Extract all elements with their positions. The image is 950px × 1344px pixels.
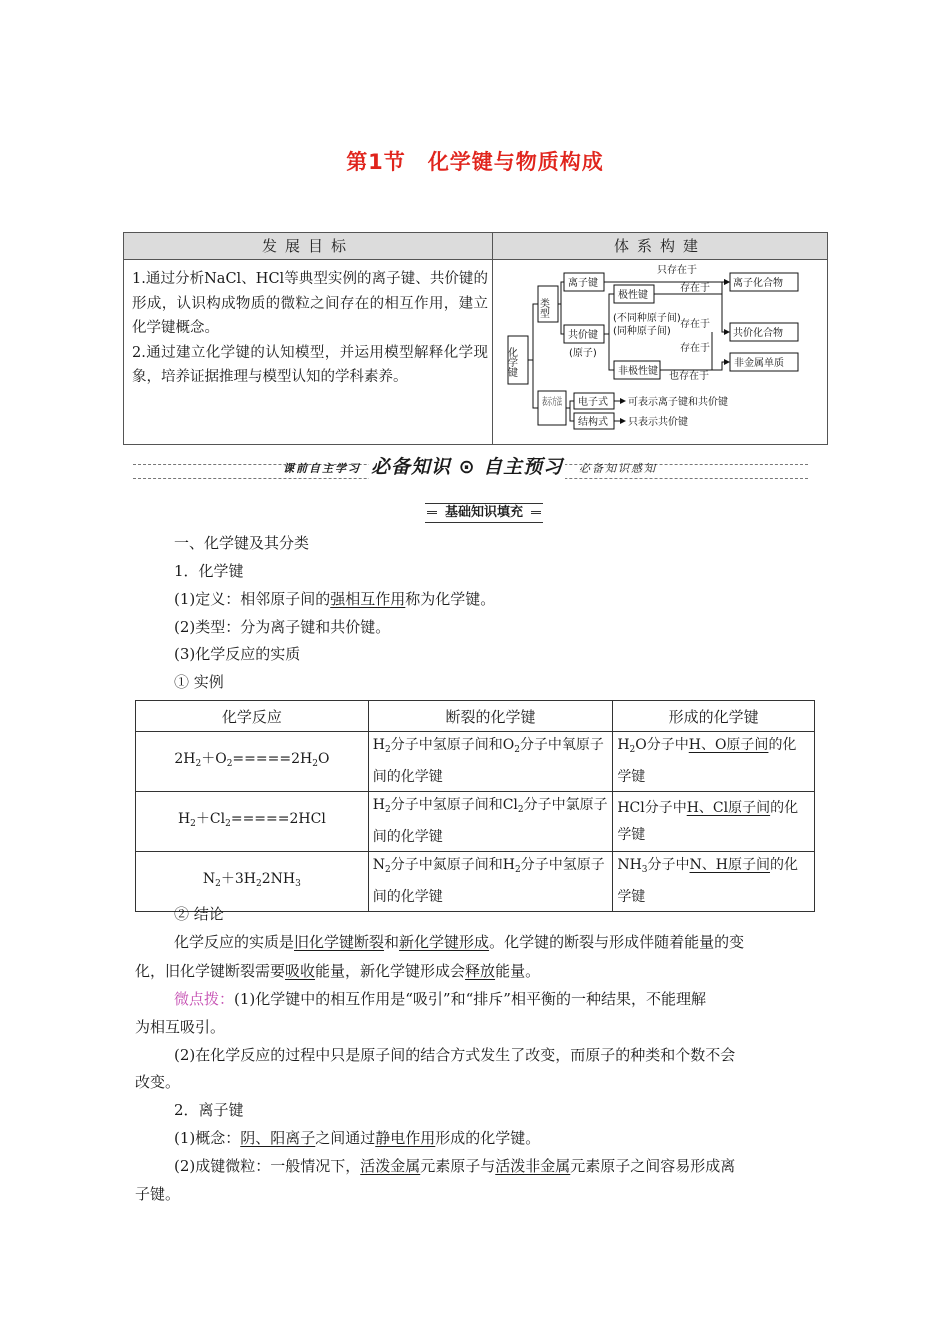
section-label: 基础知识填充 (425, 503, 543, 523)
broken-bonds: $H_2$分子中氢原子间和$Cl_2$分子中氯原子间的化学键 (368, 792, 613, 852)
goal-item-2: 2.通过建立化学键的认知模型，并运用模型解释化学现象，培养证据推理与模型认知的学科素养。 (132, 344, 488, 385)
example-line: ① 实例 (174, 673, 224, 691)
formed-bonds: $NH_3$分子中N、H原子间的化学键 (613, 852, 815, 912)
goals-header: 发展目标 (124, 233, 492, 260)
diagram-root: 化学键 (505, 347, 517, 377)
banner-right-label: 必备知识感知 (579, 462, 657, 475)
tip-line-2: 为相互吸引。 (135, 1018, 226, 1036)
tip-line-1: 微点拨：(1)化学键中的相互作用是“吸引”和“排斥”相平衡的一种结果，不能理解 (174, 990, 706, 1008)
conclusion-line-2: 化，旧化学键断裂需要吸收能量，新化学键形成会释放能量。 (135, 962, 541, 980)
diagram-ef-desc: 可表示离子键和共价键 (628, 397, 728, 408)
diagram-polar: 极性键 (618, 290, 648, 301)
diagram-electron-formula: 电子式 (578, 397, 608, 408)
banner-main-label: 必备知识 ⊙ 自主预习 (369, 452, 565, 479)
bonding-particles-line-1: (2)成键微粒：一般情况下，活泼金属元素原子与活泼非金属元素原子之间容易形成离 (174, 1157, 736, 1175)
tip-label: 微点拨： (174, 990, 235, 1008)
diagram-covalent: 共价键 (568, 330, 598, 341)
types-line: (2)类型：分为离子键和共价键。 (174, 618, 391, 636)
diagram-covalent-compound: 共价化合物 (733, 328, 783, 339)
diagram-ionic-compound: 离子化合物 (733, 278, 783, 289)
table-row (136, 792, 815, 852)
table-header-row (136, 701, 815, 732)
system-header: 体系构建 (493, 233, 827, 260)
subheading-ionic-bond: 2．离子键 (174, 1101, 244, 1119)
goal-text (132, 267, 488, 390)
heading-chemical-bond: 一、化学键及其分类 (174, 534, 310, 552)
header-broken: 断裂的化学键 (368, 701, 613, 732)
diagram-exist-in-1: 存在于 (680, 283, 710, 294)
table-row (136, 852, 815, 912)
subheading-chemical-bond: 1．化学键 (174, 562, 244, 580)
bonding-particles-line-2: 子键。 (135, 1185, 181, 1203)
definition-line: (1)定义：相邻原子间的强相互作用称为化学键。 (174, 590, 496, 608)
diagram-type: 类型 (537, 298, 549, 318)
goal-item-1: 1.通过分析NaCl、HCl等典型实例的离子键、共价键的形成，认识构成物质的微粒之间存在的相互作用，建立化学键概念。 (132, 271, 488, 336)
goals-table (123, 232, 828, 445)
tip-line-4: 改变。 (135, 1073, 181, 1091)
reaction-equation: $2H_2+O_2=====2H_2O$ (136, 732, 369, 792)
reaction-equation: $N_2+3H_22NH_3$ (136, 852, 369, 912)
section-number: 第1节 (346, 150, 406, 174)
diagram-sf-desc: 只表示共价键 (628, 417, 688, 428)
reaction-equation: $H_2+Cl_2=====2HCl$ (136, 792, 369, 852)
conclusion-label: ② 结论 (174, 905, 224, 923)
diagram-exist-in-2: 存在于 (680, 319, 710, 330)
essence-line: (3)化学反应的实质 (174, 645, 301, 663)
broken-bonds: $H_2$分子中氢原子间和$O_2$分子中氧原子间的化学键 (368, 732, 613, 792)
diagram-between: (不同种原子间) (613, 313, 681, 324)
reaction-table (135, 700, 815, 912)
banner-left-label: 课前自主学习 (283, 462, 361, 475)
page-title (0, 146, 950, 176)
header-formed: 形成的化学键 (613, 701, 815, 732)
diagram-also-in: 也存在于 (669, 371, 709, 382)
section-name: 化学键与物质构成 (427, 150, 604, 174)
header-reaction: 化学反应 (136, 701, 369, 732)
table-row (136, 732, 815, 792)
ionic-concept-line: (1)概念：阴、阳离子之间通过静电作用形成的化学键。 (174, 1129, 541, 1147)
diagram-represent: 表示方法 (542, 397, 582, 408)
diagram-structural-formula: 结构式 (578, 417, 608, 428)
tip-line-3: (2)在化学反应的过程中只是原子间的结合方式发生了改变，而原子的种类和个数不会 (174, 1046, 736, 1064)
formed-bonds: HCl分子中H、Cl原子间的化学键 (613, 792, 815, 852)
diagram-exist-in-3: 存在于 (680, 343, 710, 354)
diagram-nonmetal: 非金属单质 (734, 358, 784, 369)
diagram-atoms: (原子) (569, 348, 597, 359)
broken-bonds: $N_2$分子中氮原子间和$H_2$分子中氢原子间的化学键 (368, 852, 613, 912)
formed-bonds: $H_2O$分子中H、O原子间的化学键 (613, 732, 815, 792)
diagram-ionic: 离子键 (568, 278, 598, 289)
diagram-between-same: (同种原子间) (613, 326, 671, 337)
section-banner (133, 452, 808, 482)
concept-diagram (497, 261, 825, 443)
diagram-nonpolar: 非极性键 (618, 366, 658, 377)
diagram-only-in: 只存在于 (657, 265, 697, 276)
conclusion-line-1: 化学反应的实质是旧化学键断裂和新化学键形成。化学键的断裂与形成伴随着能量的变 (174, 933, 745, 951)
